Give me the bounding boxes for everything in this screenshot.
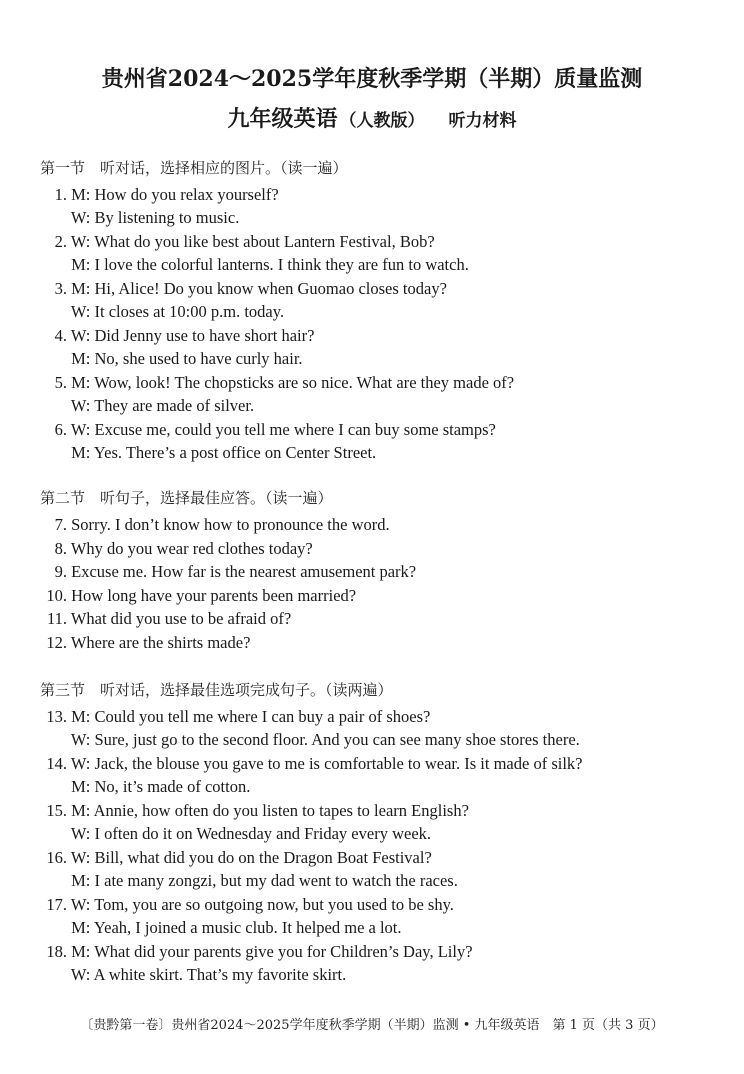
item-number: 5. [54, 373, 67, 392]
section-heading-2: 第二节 听句子，选择最佳应答。（读一遍） [40, 489, 333, 507]
line-text: M: I love the colorful lanterns. I think they are fun to watch. [71, 255, 469, 274]
script-line [40, 942, 473, 962]
script-line [40, 373, 514, 393]
section-heading-3: 第三节 听对话，选择最佳选项完成句子。（读两遍） [40, 681, 393, 699]
line-text: W: Sure, just go to the second floor. And you can see many shoe stores there. [70, 730, 580, 749]
script-line [40, 965, 346, 985]
page-footer: 〔贵黔第一卷〕贵州省2024～2025学年度秋季学期（半期）监测 • 九年级英语 第 1 页（共 3 页） [80, 1018, 664, 1033]
script-line [40, 185, 279, 205]
script-line [40, 279, 447, 299]
line-text: M: No, she used to have curly hair. [71, 349, 303, 368]
item-number: 16. [46, 848, 67, 867]
item-number: 14. [46, 754, 67, 773]
line-text: W: What do you like best about Lantern Festival, Bob? [70, 232, 435, 251]
line-text: W: Did Jenny use to have short hair? [70, 326, 315, 345]
item-number: 7. [54, 515, 67, 534]
script-line [40, 586, 356, 606]
item-number: 12. [46, 633, 67, 652]
script-line [40, 824, 431, 844]
line-text: M: I ate many zongzi, but my dad went to watch the races. [71, 871, 458, 890]
line-text: W: Excuse me, could you tell me where I can buy some stamps? [70, 420, 496, 439]
line-text: M: Annie, how often do you listen to tapes to learn English? [71, 801, 469, 820]
script-line [40, 302, 284, 322]
script-line [40, 420, 496, 440]
item-number: 6. [54, 420, 67, 439]
item-number: 2. [54, 232, 67, 251]
script-line [40, 707, 430, 727]
script-line [40, 609, 291, 629]
item-number: 4. [54, 326, 67, 345]
line-text: M: Could you tell me where I can buy a pair of shoes? [71, 707, 431, 726]
line-text: W: It closes at 10:00 p.m. today. [70, 302, 285, 321]
subtitle-tail: 听力材料 [448, 111, 517, 131]
script-line [40, 208, 239, 228]
script-line [40, 918, 402, 938]
item-number: 8. [54, 539, 67, 558]
line-text: What did you use to be afraid of? [70, 609, 292, 628]
item-number: 17. [46, 895, 67, 914]
script-line [40, 562, 416, 582]
line-text: M: How do you relax yourself? [71, 185, 279, 204]
line-text: Where are the shirts made? [70, 633, 251, 652]
script-line [40, 443, 376, 463]
section-heading-1: 第一节 听对话，选择相应的图片。（读一遍） [40, 159, 348, 177]
item-number: 3. [54, 279, 67, 298]
item-number: 1. [54, 185, 67, 204]
line-text: M: What did your parents give you for Children’s Day, Lily? [71, 942, 473, 961]
line-text: Excuse me. How far is the nearest amusement park? [71, 562, 417, 581]
subtitle-edition: （人教版） [339, 111, 425, 131]
line-text: W: Jack, the blouse you gave to me is comfortable to wear. Is it made of silk? [70, 754, 583, 773]
item-number: 10. [46, 586, 67, 605]
script-line [40, 326, 314, 346]
item-number: 11. [46, 609, 67, 628]
script-line [40, 871, 458, 891]
script-line [40, 633, 250, 653]
line-text: W: They are made of silver. [70, 396, 255, 415]
item-number: 18. [46, 942, 67, 961]
item-number: 9. [54, 562, 67, 581]
script-line [40, 895, 454, 915]
document-subtitle [0, 102, 744, 133]
script-line [40, 848, 432, 868]
line-text: Why do you wear red clothes today? [70, 539, 313, 558]
script-line [40, 232, 435, 252]
line-text: M: Hi, Alice! Do you know when Guomao closes today? [71, 279, 447, 298]
script-line [40, 349, 303, 369]
script-line [40, 396, 254, 416]
script-line [40, 515, 390, 535]
script-line [40, 539, 313, 559]
line-text: W: Tom, you are so outgoing now, but you used to be shy. [70, 895, 454, 914]
line-text: M: Yes. There’s a post office on Center Street. [71, 443, 377, 462]
line-text: Sorry. I don’t know how to pronounce the word. [71, 515, 390, 534]
script-line [40, 754, 583, 774]
script-line [40, 801, 469, 821]
document-title: 贵州省2024～2025学年度秋季学期（半期）质量监测 [101, 66, 643, 92]
script-line [40, 730, 580, 750]
line-text: M: Yeah, I joined a music club. It helped me a lot. [71, 918, 402, 937]
line-text: M: No, it’s made of cotton. [71, 777, 251, 796]
line-text: W: Bill, what did you do on the Dragon Boat Festival? [70, 848, 432, 867]
item-number: 13. [46, 707, 67, 726]
line-text: W: A white skirt. That’s my favorite skirt. [70, 965, 347, 984]
line-text: M: Wow, look! The chopsticks are so nice. What are they made of? [71, 373, 515, 392]
line-text: How long have your parents been married? [71, 586, 357, 605]
line-text: W: By listening to music. [70, 208, 240, 227]
script-line [40, 255, 469, 275]
line-text: W: I often do it on Wednesday and Friday every week. [70, 824, 432, 843]
subtitle-main: 九年级英语 [227, 106, 338, 132]
script-line [40, 777, 250, 797]
item-number: 15. [46, 801, 67, 820]
